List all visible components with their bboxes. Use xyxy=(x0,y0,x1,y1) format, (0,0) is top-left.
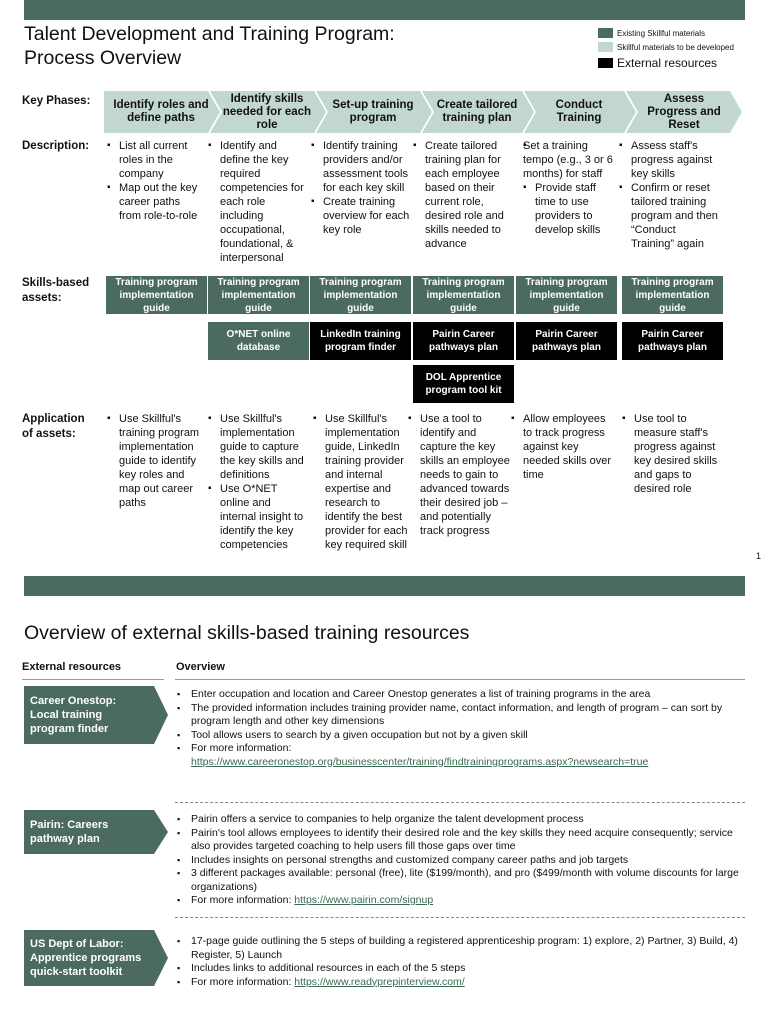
page-number: 1 xyxy=(756,551,762,561)
list-item: ▪ Pairin offers a service to companies to help organize the talent development process xyxy=(175,813,745,827)
label-application: Application of assets: xyxy=(22,413,85,440)
application-col-6 xyxy=(622,412,728,496)
dol-link[interactable]: https://www.readyprepinterview.com/ xyxy=(294,975,465,988)
application-col-3 xyxy=(313,412,413,552)
list-item: ▪ Use Skillful's implementation guide to capture the key skills and definitions xyxy=(208,412,308,482)
application-col-4 xyxy=(408,412,510,538)
list-item: ▪ Use O*NET online and internal insight to identify the key competencies xyxy=(208,482,308,552)
legend-to-develop: Skillful materials to be developed xyxy=(617,42,734,52)
asset-pairin-1: Pairin Career pathways plan xyxy=(413,322,514,360)
phase-5: Conduct Training xyxy=(555,99,603,124)
list-item: ▪ Assess staff's progress against key skills xyxy=(619,139,721,181)
pairin-link[interactable]: https://www.pairin.com/signup xyxy=(294,894,434,906)
list-item: ▪ Allow employees to track progress against key needed skills over time xyxy=(511,412,617,482)
label-description: Description: xyxy=(22,140,90,152)
description-col-6 xyxy=(619,139,721,251)
divider-dashed-1 xyxy=(175,802,745,803)
description-col-2 xyxy=(208,139,308,265)
list-item: ▪ Pairin's tool allows employees to identify their desired role and the key skills they need acquire consequently; service also provides targeted coaching to help users fill those gaps over time xyxy=(175,827,745,854)
overview-pairin xyxy=(175,813,745,908)
list-item: ▪ Use Skillful's implementation guide, LinkedIn training provider and internal expertise and research to identify the best provider for each key required skill xyxy=(313,412,413,552)
list-item: ▪ List all current roles in the company xyxy=(107,139,205,181)
overview-career-onestop xyxy=(175,688,745,769)
list-item: ▪ Use Skillful's training program implementation guide to identify key roles and map out career paths xyxy=(107,412,205,510)
section-title: Overview of external skills-based training resources xyxy=(24,622,470,644)
list-item: ▪ Create tailored training plan for each employee based on their current role, desired role and skills needed to advance xyxy=(413,139,513,251)
asset-guide-5: Training program implementation guide xyxy=(516,276,617,314)
asset-dol: DOL Apprentice program tool kit xyxy=(413,365,514,403)
resource-career-onestop: Career Onestop: Local training program finder xyxy=(30,695,117,735)
page-title: Talent Development and Training Program: Process Overview xyxy=(24,23,395,69)
list-item: ▪ Provide staff time to use providers to develop skills xyxy=(523,181,615,237)
asset-guide-1: Training program implementation guide xyxy=(106,276,207,314)
description-col-4 xyxy=(413,139,513,251)
asset-guide-2: Training program implementation guide xyxy=(208,276,309,314)
list-item: ▪ The provided information includes training provider name, contact information, and length of program – can sort by program length and other key dimensions xyxy=(175,702,745,729)
list-item: ▪ Map out the key career paths from role-to-role xyxy=(107,181,205,223)
phase-1: Identify roles and define paths xyxy=(113,99,209,124)
phase-2: Identify skills needed for each role xyxy=(222,92,312,131)
list-item: ▪ Confirm or reset tailored training program and then “Conduct Training” again xyxy=(619,181,721,251)
label-key-phases: Key Phases: xyxy=(22,95,91,107)
description-col-3 xyxy=(311,139,411,237)
list-item: ▪ Includes links to additional resources in each of the 5 steps xyxy=(175,962,745,976)
list-item: ▪ Identify and define the key required competencies for each role including occupational, foundational, & interpersonal xyxy=(208,139,308,265)
list-item: ▪ For more information: https://www.pairin.com/signup xyxy=(175,894,745,908)
asset-guide-3: Training program implementation guide xyxy=(310,276,411,314)
list-item: ▪ Tool allows users to search by a given occupation but not by a given skill xyxy=(175,729,745,743)
description-col-5 xyxy=(523,139,615,237)
list-item: ▪ Identify training providers and/or assessment tools for each key skill xyxy=(311,139,411,195)
list-item: ▪ 17-page guide outlining the 5 steps of building a registered apprenticeship program: 1) explore, 2) Partner, 3) Build, 4) Register, 5) Launch xyxy=(175,935,745,962)
list-item: ▪ Includes insights on personal strengths and customized company career paths and job targets xyxy=(175,854,745,868)
header-rule-left xyxy=(22,679,164,680)
asset-pairin-2: Pairin Career pathways plan xyxy=(516,322,617,360)
list-item: ▪ For more information: https://www.readyprepinterview.com/ xyxy=(175,976,745,990)
list-item: ▪ Use a tool to identify and capture the key skills an employee needs to gain to advanced towards their desired job – and potentially track progress xyxy=(408,412,510,538)
header-overview: Overview xyxy=(176,661,225,673)
overview-dol xyxy=(175,935,745,989)
asset-guide-4: Training program implementation guide xyxy=(413,276,514,314)
application-col-2 xyxy=(208,412,308,552)
application-col-1 xyxy=(107,412,205,510)
divider-band xyxy=(24,576,745,596)
asset-onet: O*NET online database xyxy=(208,322,309,360)
resource-pairin: Pairin: Careers pathway plan xyxy=(30,819,109,845)
legend-external: External resources xyxy=(617,56,718,70)
list-item: ▪ For more information: https://www.careeronestop.org/businesscenter/training/findtrainingprograms.aspx?newsearch=true xyxy=(175,742,745,769)
list-item: ▪ Set a training tempo (e.g., 3 or 6 months) for staff xyxy=(523,139,615,181)
application-col-5 xyxy=(511,412,617,482)
career-onestop-link[interactable]: https://www.careeronestop.org/businesscenter/training/findtrainingprograms.aspx?newsearch=true xyxy=(191,755,649,768)
header-external-resources: External resources xyxy=(22,661,122,673)
asset-linkedin: LinkedIn training program finder xyxy=(310,322,411,360)
divider-dashed-2 xyxy=(175,917,745,918)
header-rule-right xyxy=(175,679,745,680)
list-item: ▪ Use tool to measure staff's progress against key desired skills and gaps to desired role xyxy=(622,412,728,496)
phase-6: Assess Progress and Reset xyxy=(647,92,721,131)
phase-3: Set-up training program xyxy=(332,99,414,124)
resource-dol: US Dept of Labor: Apprentice programs quick-start toolkit xyxy=(30,938,142,978)
asset-guide-6: Training program implementation guide xyxy=(622,276,723,314)
asset-pairin-3: Pairin Career pathways plan xyxy=(622,322,723,360)
list-item: ▪ Enter occupation and location and Career Onestop generates a list of training programs in the area xyxy=(175,688,745,702)
label-assets: Skills-based assets: xyxy=(22,277,90,304)
legend-existing: Existing Skillful materials xyxy=(617,28,706,38)
description-col-1 xyxy=(107,139,205,223)
list-item: ▪ Create training overview for each key role xyxy=(311,195,411,237)
phase-4: Create tailored training plan xyxy=(436,99,518,124)
list-item: ▪ 3 different packages available: personal (free), lite ($199/month), and pro ($499/month with volume discounts for large organizations) xyxy=(175,867,745,894)
